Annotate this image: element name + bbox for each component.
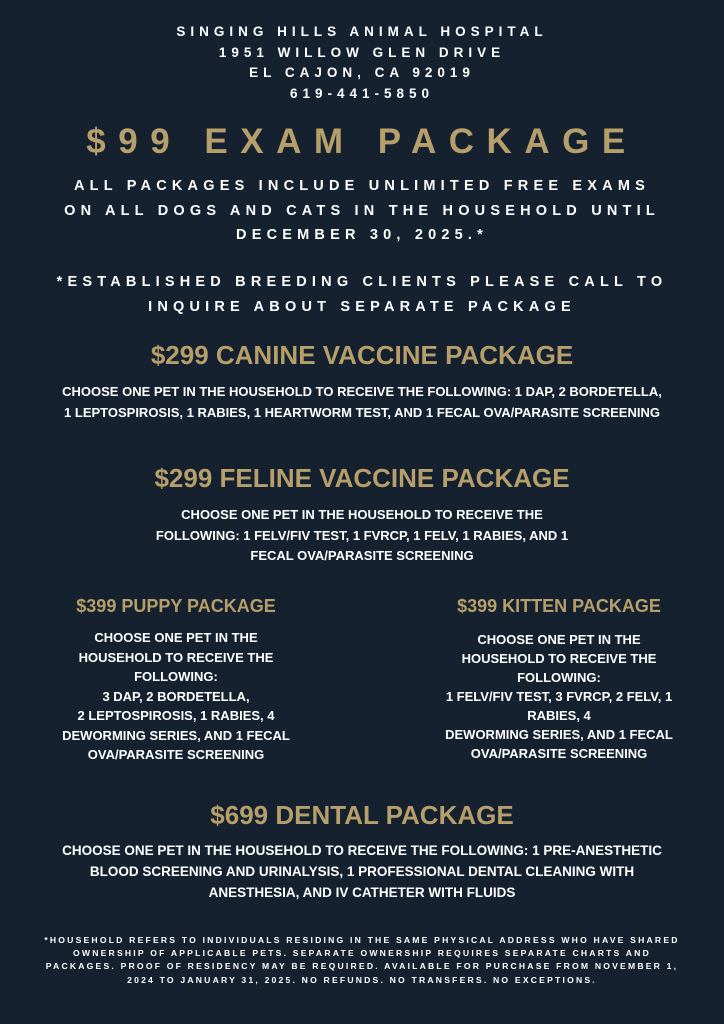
- hospital-name: SINGING HILLS ANIMAL HOSPITAL: [176, 24, 548, 39]
- kitten-desc-line: HOUSEHOLD TO RECEIVE THE: [461, 651, 657, 666]
- hospital-header: [0, 22, 724, 104]
- kitten-desc-line: FOLLOWING:: [517, 670, 601, 685]
- dental-package: [52, 798, 672, 903]
- kitten-package-title: $399 KITTEN PACKAGE: [457, 596, 661, 616]
- exam-package-title: $99 EXAM PACKAGE: [86, 122, 638, 161]
- puppy-package-description: [34, 628, 318, 765]
- canine-package-title: $299 CANINE VACCINE PACKAGE: [150, 340, 574, 370]
- kitten-package: [414, 594, 704, 763]
- exam-package-note: ALL PACKAGES INCLUDE UNLIMITED FREE EXAMS ON ALL DOGS AND CATS IN THE HOUSEHOLD UNTIL DECEMBER 30, 2025.*: [64, 178, 660, 243]
- puppy-desc-line: HOUSEHOLD TO RECEIVE THE: [78, 649, 274, 665]
- feline-package: [62, 461, 662, 567]
- canine-package-description: CHOOSE ONE PET IN THE HOUSEHOLD TO RECEIVE THE FOLLOWING: 1 DAP, 2 BORDETELLA, 1 LEPTOSPIROSIS, 1 RABIES, 1 HEARTWORM TEST, AND 1 FECAL OVA/PARASITE SCREENING: [62, 384, 662, 420]
- feline-package-description: CHOOSE ONE PET IN THE HOUSEHOLD TO RECEIVE THE FOLLOWING: 1 FELV/FIV TEST, 1 FVRCP, 1 FELV, 1 RABIES, AND 1 FECAL OVA/PARASITE SCREENING: [155, 507, 569, 563]
- kitten-desc-line: OVA/PARASITE SCREENING: [470, 746, 648, 761]
- kitten-desc-line: CHOOSE ONE PET IN THE: [477, 632, 641, 647]
- feline-package-title: $299 FELINE VACCINE PACKAGE: [154, 463, 570, 493]
- hospital-address-line1: 1951 WILLOW GLEN DRIVE: [218, 44, 506, 60]
- kitten-package-description: [414, 630, 704, 763]
- puppy-desc-line: 3 DAP, 2 BORDETELLA,: [102, 688, 250, 704]
- puppy-desc-line: 2 LEPTOSPIROSIS, 1 RABIES, 4: [77, 708, 275, 723]
- puppy-desc-line: CHOOSE ONE PET IN THE: [94, 630, 258, 645]
- breeding-clients-note: *ESTABLISHED BREEDING CLIENTS PLEASE CALL TO INQUIRE ABOUT SEPARATE PACKAGE: [56, 274, 668, 315]
- puppy-desc-line: FOLLOWING:: [134, 669, 218, 684]
- dental-package-description: CHOOSE ONE PET IN THE HOUSEHOLD TO RECEIVE THE FOLLOWING: 1 PRE-ANESTHETIC BLOOD SCREENING AND URINALYSIS, 1 PROFESSIONAL DENTAL CLEANING WITH ANESTHESIA, AND IV CATHETER WITH FLUIDS: [62, 843, 662, 900]
- hospital-phone: 619-441-5850: [289, 85, 435, 101]
- puppy-package: [34, 594, 318, 765]
- kitten-desc-line: 1 FELV/FIV TEST, 3 FVRCP, 2 FELV, 1: [445, 689, 673, 704]
- kitten-desc-line: RABIES, 4: [527, 708, 591, 723]
- canine-package: [62, 338, 662, 423]
- hospital-address-line2: EL CAJON, CA 92019: [249, 65, 475, 80]
- dental-package-title: $699 DENTAL PACKAGE: [210, 800, 514, 830]
- puppy-desc-line: DEWORMING SERIES, AND 1 FECAL: [62, 727, 290, 743]
- puppy-desc-line: OVA/PARASITE SCREENING: [87, 747, 265, 762]
- kitten-desc-line: DEWORMING SERIES, AND 1 FECAL: [445, 727, 673, 742]
- household-footnote: *HOUSEHOLD REFERS TO INDIVIDUALS RESIDING IN THE SAME PHYSICAL ADDRESS WHO HAVE SHARED OWNERSHIP OF APPLICABLE PETS. SEPARATE OWNERSHIP REQUIRES SEPARATE CHARTS AND PACKAGES. PROOF OF RESIDENCY MAY BE REQUIRED. AVAILABLE FOR PURCHASE FROM NOVEMBER 1, 2024 TO JANUARY 31, 2025. NO REFUNDS. NO TRANSFERS. NO EXCEPTIONS.: [44, 935, 680, 985]
- puppy-package-title: $399 PUPPY PACKAGE: [76, 596, 276, 616]
